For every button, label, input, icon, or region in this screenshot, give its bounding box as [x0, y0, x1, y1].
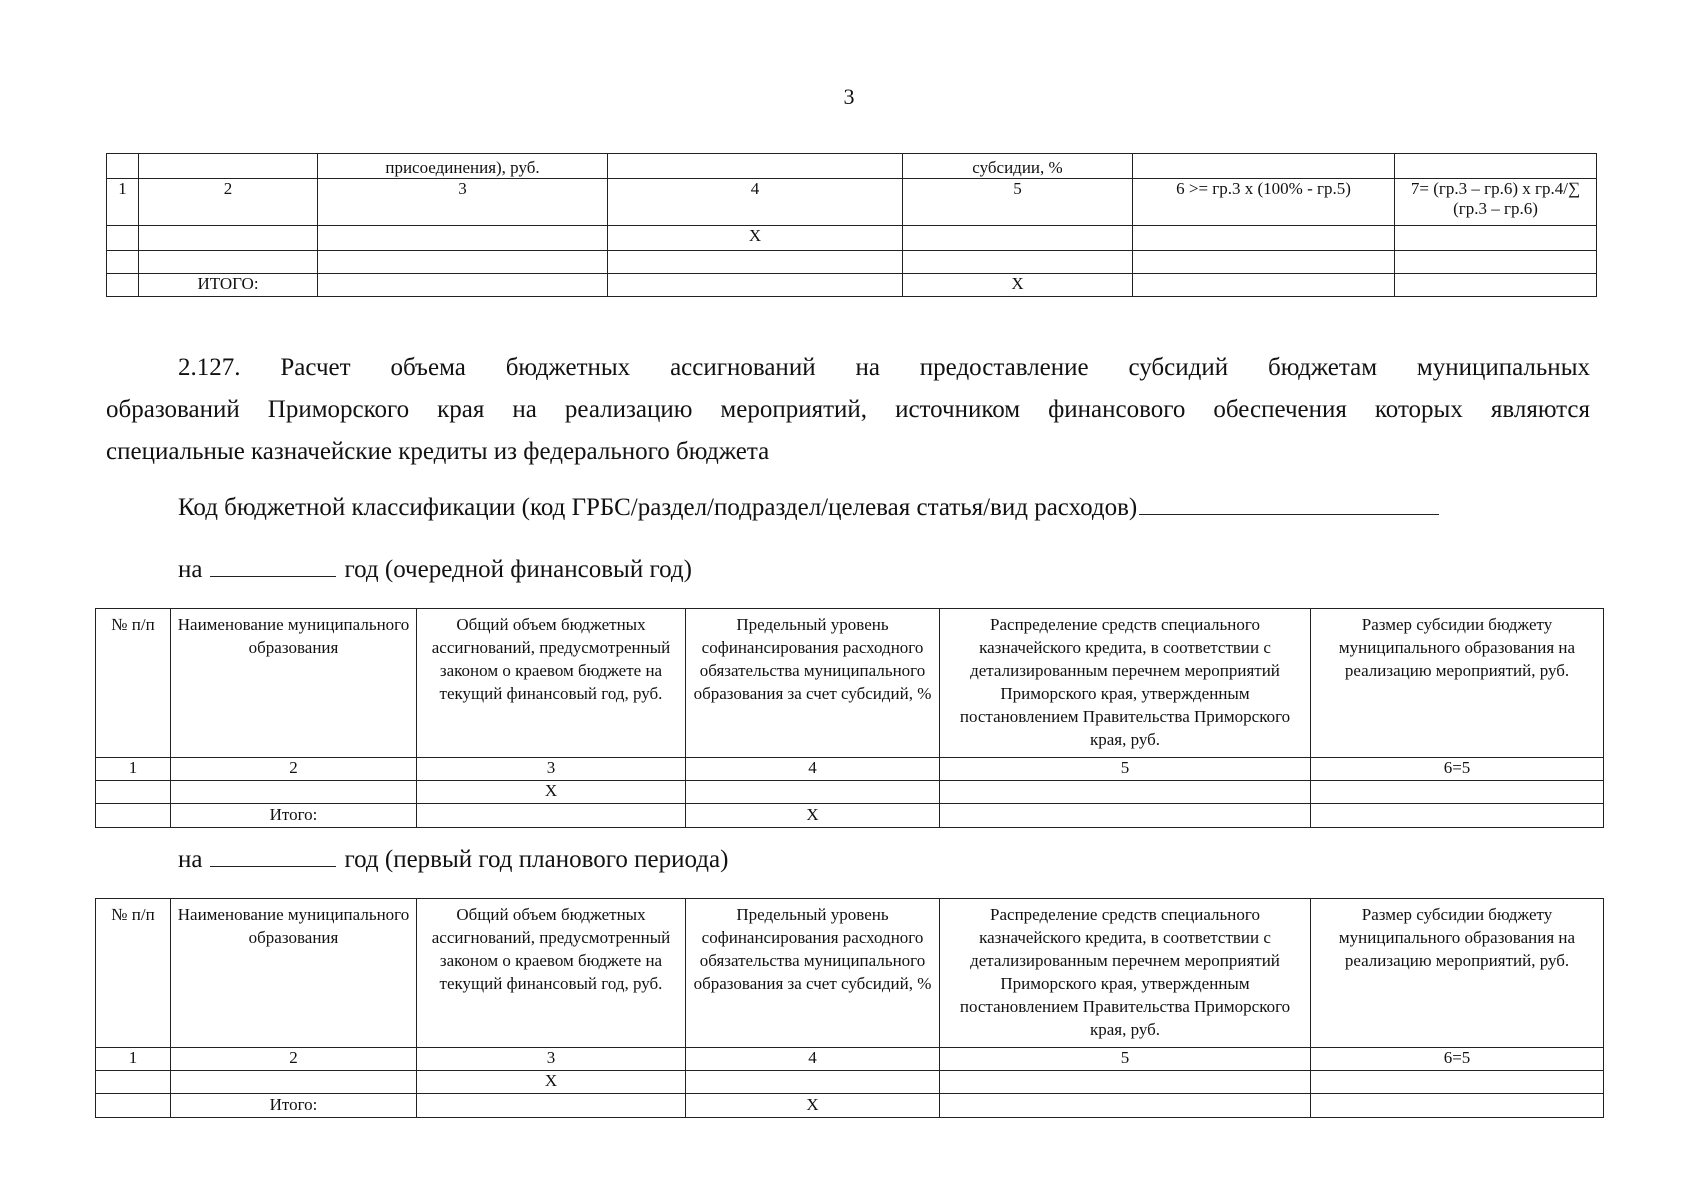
- table-cell: [107, 226, 139, 251]
- table-row-total: [107, 274, 1597, 297]
- table-cell: 6 >= гр.3 х (100% - гр.5): [1133, 179, 1395, 226]
- table-cell: [608, 274, 903, 297]
- table-cell: [417, 1094, 686, 1118]
- table-row: [107, 226, 1597, 251]
- table-cell: субсидии, %: [903, 154, 1133, 179]
- column-header: Предельный уровень софинансирования расходного обязательства муниципального образования за счет субсидий, %: [686, 899, 940, 1048]
- table-cell: [318, 274, 608, 297]
- table-cell: [417, 804, 686, 828]
- table-cell: [1395, 226, 1597, 251]
- table-cell: [1133, 226, 1395, 251]
- year-blank: [210, 556, 336, 577]
- table-number-row: [96, 758, 1604, 781]
- table-cell: [940, 781, 1311, 804]
- year-caption: год (первый год планового периода): [344, 846, 729, 873]
- table-cell: X: [686, 1094, 940, 1118]
- table-row: [107, 154, 1597, 179]
- table-cell: [171, 781, 417, 804]
- table-cell: [96, 781, 171, 804]
- table-row-total: [96, 804, 1604, 828]
- table-cell: [96, 1071, 171, 1094]
- table-cell: [903, 226, 1133, 251]
- column-header: Предельный уровень софинансирования расходного обязательства муниципального образования за счет субсидий, %: [686, 609, 940, 758]
- table-cell: 7= (гр.3 – гр.6) х гр.4/∑ (гр.3 – гр.6): [1395, 179, 1597, 226]
- section-line: специальные казначейские кредиты из федерального бюджета: [106, 438, 770, 465]
- table-cell: 5: [940, 1048, 1311, 1071]
- table-cell: 4: [608, 179, 903, 226]
- table-cell: 4: [686, 1048, 940, 1071]
- table-number-row: [96, 1048, 1604, 1071]
- table-cell: [107, 251, 139, 274]
- table-row: [96, 1071, 1604, 1094]
- table-cell: X: [686, 804, 940, 828]
- year-caption: год (очередной финансовый год): [344, 556, 692, 583]
- table-cell: 6=5: [1311, 1048, 1604, 1071]
- table-cell: 5: [903, 179, 1133, 226]
- table-cell: [1395, 251, 1597, 274]
- column-header: № п/п: [96, 899, 171, 1048]
- table-cell: [1395, 274, 1597, 297]
- table-cell: 1: [96, 758, 171, 781]
- column-header: Общий объем бюджетных ассигнований, предусмотренный законом о краевом бюджете на текущий финансовый год, руб.: [417, 899, 686, 1048]
- table-cell: X: [417, 781, 686, 804]
- column-header: Распределение средств специального казначейского кредита, в соответствии с детализированным перечнем мероприятий Приморского края, утвержденным постановлением Правительства Приморского края, руб.: [940, 899, 1311, 1048]
- table-cell: [903, 251, 1133, 274]
- table-row: [107, 179, 1597, 226]
- table-cell: [686, 1071, 940, 1094]
- table-cell: 3: [417, 758, 686, 781]
- column-header: Размер субсидии бюджету муниципального образования на реализацию мероприятий, руб.: [1311, 609, 1604, 758]
- table-cell: 3: [318, 179, 608, 226]
- table-cell: [171, 1071, 417, 1094]
- column-header: Наименование муниципального образования: [171, 899, 417, 1048]
- table-cell: X: [608, 226, 903, 251]
- page-number: 3: [843, 84, 855, 109]
- table-cell: 2: [171, 1048, 417, 1071]
- table-row-total: [96, 1094, 1604, 1118]
- year-prefix: на: [178, 556, 203, 583]
- table-cell: [318, 251, 608, 274]
- table-cell: [686, 781, 940, 804]
- table-cell: [940, 1071, 1311, 1094]
- table-cell: 2: [139, 179, 318, 226]
- table-header-row: [96, 609, 1604, 758]
- table-cell: [940, 804, 1311, 828]
- table-header-row: [96, 899, 1604, 1048]
- table-cell: [139, 226, 318, 251]
- table-cell: [96, 1094, 171, 1118]
- table-cell: 4: [686, 758, 940, 781]
- table-row: [107, 251, 1597, 274]
- table-cell: 1: [107, 179, 139, 226]
- year-blank: [210, 846, 336, 867]
- column-header: Общий объем бюджетных ассигнований, предусмотренный законом о краевом бюджете на текущий финансовый год, руб.: [417, 609, 686, 758]
- allocation-table-second-year: [95, 898, 1604, 1118]
- column-header: Наименование муниципального образования: [171, 609, 417, 758]
- table-cell: X: [417, 1071, 686, 1094]
- top-table-continuation: [106, 153, 1597, 297]
- table-cell: [1311, 1094, 1604, 1118]
- table-cell: [1311, 1071, 1604, 1094]
- table-cell: [608, 251, 903, 274]
- table-cell: 2: [171, 758, 417, 781]
- table-cell: Итого:: [171, 1094, 417, 1118]
- column-header: Распределение средств специального казначейского кредита, в соответствии с детализированным перечнем мероприятий Приморского края, утвержденным постановлением Правительства Приморского края, руб.: [940, 609, 1311, 758]
- table-cell: 5: [940, 758, 1311, 781]
- column-header: № п/п: [96, 609, 171, 758]
- section-line: 2.127. Расчет объема бюджетных ассигнований на предоставление субсидий бюджетам муниципальных: [178, 354, 1590, 381]
- table-cell: 1: [96, 1048, 171, 1071]
- table-cell: 6=5: [1311, 758, 1604, 781]
- table-cell: X: [903, 274, 1133, 297]
- table-cell: [139, 251, 318, 274]
- year-line-first: [178, 556, 692, 584]
- column-header: Размер субсидии бюджету муниципального образования на реализацию мероприятий, руб.: [1311, 899, 1604, 1048]
- table-cell: [1311, 781, 1604, 804]
- table-cell: [1133, 154, 1395, 179]
- table-cell: Итого:: [171, 804, 417, 828]
- budget-code-label: Код бюджетной классификации (код ГРБС/раздел/подраздел/целевая статья/вид расходов): [178, 494, 1138, 521]
- section-line: образований Приморского края на реализацию мероприятий, источником финансового обеспечения которых являются: [106, 396, 1590, 423]
- table-cell: [96, 804, 171, 828]
- budget-code-line: [178, 492, 1439, 522]
- table-cell: [107, 154, 139, 179]
- table-row: [96, 781, 1604, 804]
- allocation-table-first-year: [95, 608, 1604, 828]
- table-cell: [940, 1094, 1311, 1118]
- table-cell: [1133, 251, 1395, 274]
- table-cell: [318, 226, 608, 251]
- table-cell: ИТОГО:: [139, 274, 318, 297]
- table-cell: присоединения), руб.: [318, 154, 608, 179]
- table-cell: [1395, 154, 1597, 179]
- year-prefix: на: [178, 846, 203, 873]
- table-cell: 3: [417, 1048, 686, 1071]
- year-line-second: [178, 846, 728, 874]
- budget-code-blank: [1139, 492, 1439, 515]
- table-cell: [139, 154, 318, 179]
- table-cell: [1133, 274, 1395, 297]
- table-cell: [608, 154, 903, 179]
- table-cell: [107, 274, 139, 297]
- table-cell: [1311, 804, 1604, 828]
- section-heading: [106, 347, 1590, 473]
